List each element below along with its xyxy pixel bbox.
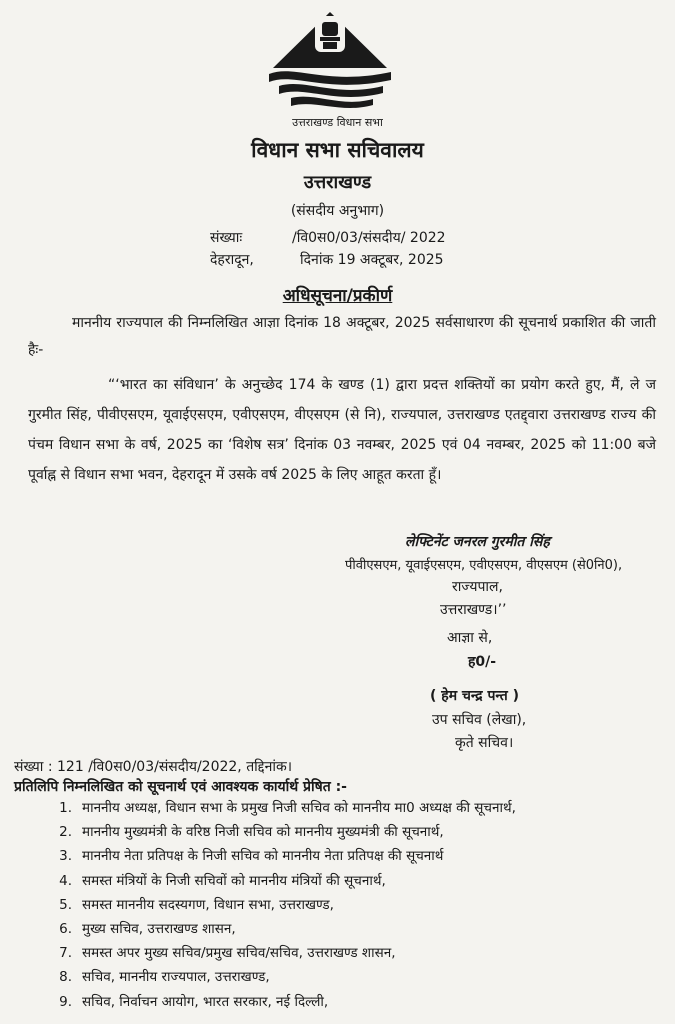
office-title: विधान सभा सचिवालय [251,138,424,162]
secretary-acting: कृते सचिव। [455,735,514,751]
state-title: उत्तराखण्ड [303,172,372,193]
copy-recipient-list [46,796,516,1014]
copy-heading: प्रतिलिपि निम्नलिखित को सूचनार्थ एवं आवश्यक कार्यार्थ प्रेषित :- [14,779,347,795]
governor-name: लेफ्टिनेंट जनरल गुरमीत सिंह [405,534,550,550]
notice-title: अधिसूचना/प्रकीर्ण [282,286,393,306]
list-item: 4. समस्त मंत्रियों के निजी सचिवों को माननीय मंत्रियों की सूचनार्थ, [59,872,386,889]
reference-number: /वि0स0/03/संसदीय/ 2022 [292,230,446,246]
intro-paragraph: माननीय राज्यपाल की निम्नलिखित आज्ञा दिनांक 18 अक्टूबर, 2025 सर्वसाधारण की सूचनार्थ प्रकाशित की जाती हैः- [28,315,656,358]
list-item: 9. सचिव, निर्वाचन आयोग, भारत सरकार, नई दिल्ली, [59,993,329,1010]
signed-mark: ह0/- [468,654,497,670]
list-item: 5. समस्त माननीय सदस्यगण, विधान सभा, उत्तराखण्ड, [59,896,334,913]
section-title: (संसदीय अनुभाग) [290,203,385,219]
reference-place: देहरादून, [210,252,254,268]
list-item: 1. माननीय अध्यक्ष, विधान सभा के प्रमुख निजी सचिव को माननीय मा0 अध्यक्ष की सूचनार्थ, [59,800,516,816]
list-item: 7. समस्त अपर मुख्य सचिव/प्रमुख सचिव/सचिव, उत्तराखण्ड शासन, [59,945,396,962]
secretary-designation: उप सचिव (लेखा), [432,712,527,728]
reference-date: दिनांक 19 अक्टूबर, 2025 [300,252,444,268]
reference-number-label: संख्याः [210,230,243,246]
list-item: 6. मुख्य सचिव, उत्तराखण्ड शासन, [59,920,236,937]
order-paragraph: “‘भारत का संविधान’ के अनुच्छेद 174 के खण्ड (1) द्वारा प्रदत्त शक्तियों का प्रयोग करते हुए, मैं, ले ज गुरमीत सिंह, पीवीएसएम, यूवाईएसएम, एवीएसएम, वीएसएम (से नि), राज्यपाल, उत्तराखण्ड एतद्द्वारा उत्तराखण्ड राज्य की पंचम विधान सभा के वर्ष, 2025 का ‘विशेष सत्र’ दिनांक 03 नवम्बर, 2025 एवं 04 नवम्बर, 2025 को 11:00 बजे पूर्वाह्न से विधान सभा भवन, देहरादून में उसके वर्ष 2025 के लिए आहूत करता हूँ। [28,377,656,483]
list-item: 2. माननीय मुख्यमंत्री के वरिष्ठ निजी सचिव को माननीय मुख्यमंत्री की सूचनार्थ, [59,824,444,841]
governor-decorations: पीवीएसएम, यूवाईएसएम, एवीएसएम, वीएसएम (से0नि0), [345,558,623,573]
list-item: 3. माननीय नेता प्रतिपक्ष के निजी सचिव को माननीय नेता प्रतिपक्ष की सूचनार्थ [59,848,444,865]
secretary-name: ( हेम चन्द्र पन्त ) [430,688,519,704]
copy-reference: संख्या : 121 /वि0स0/03/संसदीय/2022, तद्दिनांक। [14,759,293,775]
emblem-caption: उत्तराखण्ड विधान सभा [292,116,383,129]
by-order-line: आज्ञा से, [447,630,493,646]
governor-state: उत्तराखण्ड।’’ [440,602,507,618]
list-item: 8. सचिव, माननीय राज्यपाल, उत्तराखण्ड, [59,969,270,986]
emblem-icon [265,6,395,116]
governor-post: राज्यपाल, [452,579,504,595]
assembly-logo [265,6,395,116]
